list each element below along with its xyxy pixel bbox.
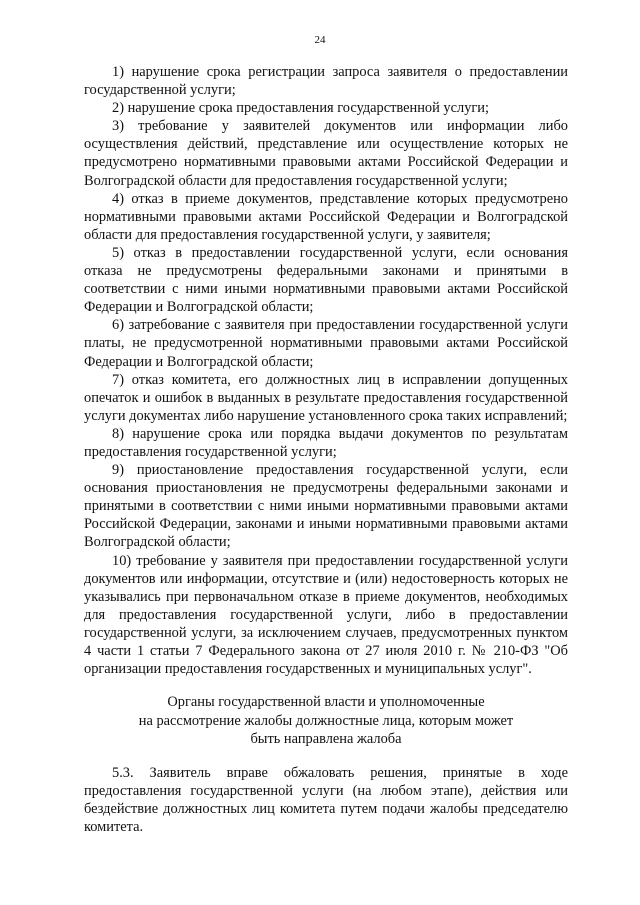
list-item: 6) затребование с заявителя при предоставлении государственной услуги платы, не предусмотренной нормативными правовыми актами Российской Федерации и Волгоградской области; [84,317,568,370]
list-item: 7) отказ комитета, его должностных лиц в исправлении допущенных опечаток и ошибок в выданных в результате предоставления государственной услуги документах либо нарушение установленного срока таких исправлений; [84,371,568,424]
list-item: 4) отказ в приеме документов, представление которых предусмотрено нормативными правовыми актами Российской Федерации и Волгоградской области для предоставления государственной услуги, у заявителя; [84,190,568,243]
list-item: 8) нарушение срока или порядка выдачи документов по результатам предоставления государственной услуги; [84,425,568,460]
list-item: 10) требование у заявителя при предоставлении государственной услуги документов или информации, отсутствие и (или) недостоверность которых не указывались при первоначальном отказе в приеме документов, необходимых для предоставления государственной услуги, либо в предоставлении государственной услуги, за исключением случаев, предусмотренных пунктом 4 части 1 статьи 7 Федерального закона от 27 июля 2010 г. № 210-ФЗ "Об организации предоставления государственных и муниципальных услуг". [84,552,568,678]
page-number: 24 [314,34,326,46]
list-item: 2) нарушение срока предоставления государственной услуги; [112,100,489,117]
list-item: 5) отказ в предоставлении государственной услуги, если основания отказа не предусмотрены федеральными законами и принятыми в соответствии с ними иными нормативными правовыми актами Российской Федерации и Волгоградской области; [84,244,568,316]
section-5-3-paragraph: 5.3. Заявитель вправе обжаловать решения, принятые в ходе предоставления государственной услуги (на любом этапе), действия или бездействие должностных лиц комитета путем подачи жалобы председателю комитета. [84,765,568,836]
list-item: 9) приостановление предоставления государственной услуги, если основания приостановления не предусмотрены федеральными законами и принятыми в соответствии с ними иными нормативными правовыми актами Российской Федерации, законами и иными нормативными правовыми актами Волгоградской области; [84,462,568,551]
section-heading [84,693,568,749]
list-item: 1) нарушение срока регистрации запроса заявителя о предоставлении государственной услуги; [84,64,568,99]
violations-list [84,63,568,678]
heading-line: быть направлена жалоба [250,731,402,747]
list-item: 3) требование у заявителей документов или информации либо осуществления действий, представление или осуществление которых не предусмотрено нормативными правовыми актами Российской Федерации и Волгоградской области для предоставления государственной услуги; [84,118,568,189]
heading-line: на рассмотрение жалобы должностные лица, которым может [138,712,514,729]
heading-line: Органы государственной власти и уполномоченные [167,694,485,710]
